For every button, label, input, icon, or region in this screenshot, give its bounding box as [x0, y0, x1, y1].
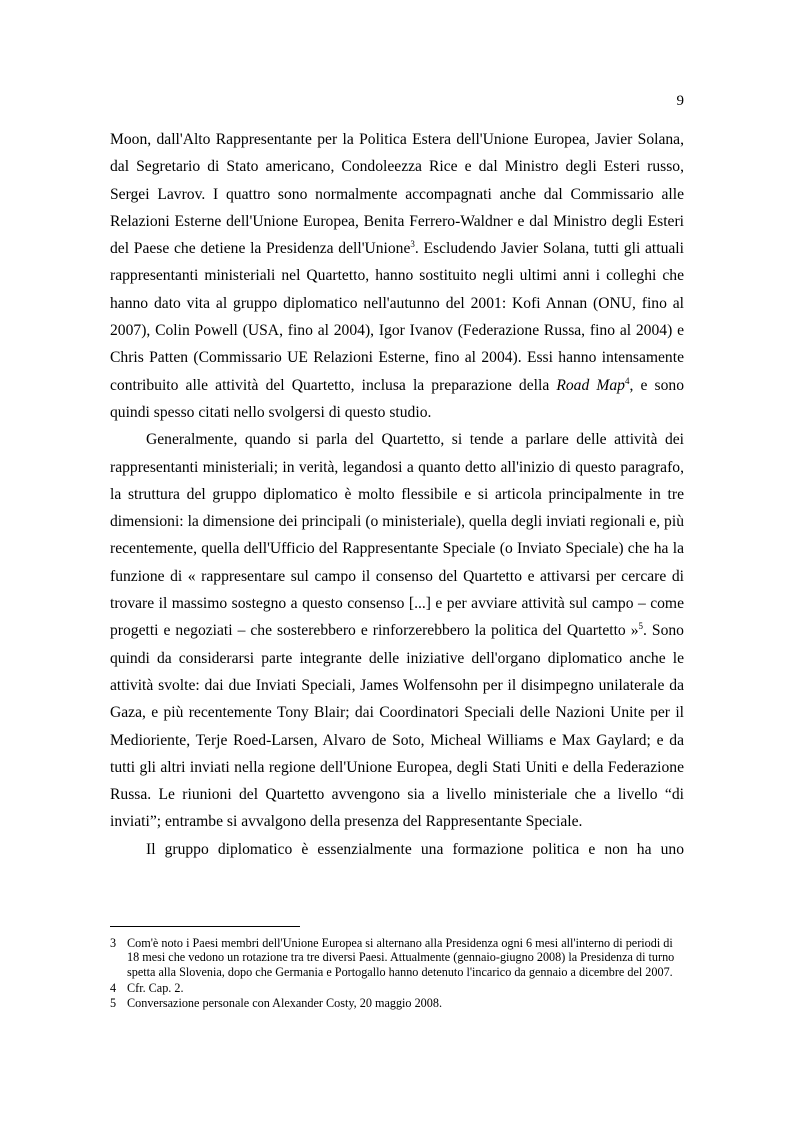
- paragraph-1-text-a: Moon, dall'Alto Rappresentante per la Politica Estera dell'Unione Europea, Javier Solana, dal Segretario di Stato americano, Condoleezza Rice e dal Ministro degli Esteri russo, Sergei Lavrov. I quattro sono normalmente accompagnati anche dal Commissario alle Relazioni Esterne dell'Unione Europea, Benita Ferrero-Waldner e dal Ministro degli Esteri del Paese che detiene la Presidenza dell'Unione: [110, 131, 684, 258]
- footnote-5: [110, 996, 684, 1010]
- footnote-ref-3: 3: [410, 239, 415, 250]
- body-text: [110, 126, 684, 863]
- footnote-text: Cfr. Cap. 2.: [127, 980, 184, 995]
- footnote-separator: [110, 926, 300, 927]
- paragraph-3: Il gruppo diplomatico è essenzialmente una formazione politica e non ha uno: [146, 840, 684, 858]
- footnote-4: [110, 981, 684, 995]
- footnote-3: [110, 936, 684, 979]
- footnote-number: 3: [110, 936, 117, 950]
- paragraph-1-text-b: . Escludendo Javier Solana, tutti gli attuali rappresentanti ministeriali nel Quartetto, hanno sostituito negli ultimi anni i colleghi che hanno dato vita al gruppo diplomatico nell'autunno del 2001: Kofi Annan (ONU, fino al 2007), Colin Powell (USA, fino al 2004), Igor Ivanov (Federazione Russa, fino al 2004) e Chris Patten (Commissario UE Relazioni Esterne, fino al 2004). Essi hanno intensamente contribuito alle attività del Quartetto, inclusa la preparazione della: [110, 240, 684, 394]
- footnote-ref-5: 5: [638, 621, 644, 632]
- paragraph-1-text-c: , e sono quindi spesso citati nello svolgersi di questo studio.: [110, 376, 684, 421]
- footnote-ref-4: 4: [624, 375, 630, 386]
- footnote-text: Conversazione personale con Alexander Costy, 20 maggio 2008.: [127, 996, 442, 1011]
- footnote-text: Com'è noto i Paesi membri dell'Unione Europea si alternano alla Presidenza ogni 6 mesi all'interno di periodi di 18 mesi che vedono un rotazione tra tre diversi Paesi. Attualmente (gennaio-giugno 2008) la Presidenza di turno spetta alla Slovenia, dopo che Germania e Portogallo hanno detenuto l'incarico da gennaio a dicembre del 2007.: [127, 936, 675, 979]
- paragraph-2-text-a: Generalmente, quando si parla del Quartetto, si tende a parlare delle attività dei rappresentanti ministeriali; in verità, legandosi a quanto detto all'inizio di questo paragrafo, la struttura del gruppo diplomatico è molto flessibile e si articola principalmente in tre dimensioni: la dimensione dei principali (o ministeriale), quella degli inviati regionali e, più recentemente, quella dell'Ufficio del Rappresentante Speciale (o Inviato Speciale) che ha la funzione di « rappresentare sul campo il consenso del Quartetto e attivarsi per cercare di trovare il massimo sostegno a questo consenso [...] e per avviare attività sul campo – come progetti e negoziati – che sosterebbero e rinforzerebbero la politica del Quartetto »: [110, 431, 684, 640]
- paragraph-1: [110, 126, 684, 426]
- footnote-number: 5: [110, 996, 117, 1011]
- footnote-number: 4: [110, 980, 117, 995]
- paragraph-2: [110, 426, 684, 835]
- footnotes: [110, 936, 684, 1012]
- road-map-italic: Road Map: [556, 376, 625, 394]
- paragraph-2-text-b: . Sono quindi da considerarsi parte integrante delle iniziative dell'organo diplomatico anche le attività svolte: dai due Inviati Speciali, James Wolfensohn per il disimpegno unilaterale da Gaza, e più recentemente Tony Blair; dai Coordinatori Speciali delle Nazioni Unite per il Medioriente, Terje Roed-Larsen, Alvaro de Soto, Micheal Williams e Max Gaylard; e da tutti gli altri inviati nella regione dell'Unione Europea, degli Stati Uniti e della Federazione Russa. Le riunioni del Quartetto avvengono sia a livello ministeriale che a livello “di inviati”; entrambe si avvalgono della presenza del Rappresentante Speciale.: [110, 622, 684, 831]
- page-number: 9: [676, 93, 684, 109]
